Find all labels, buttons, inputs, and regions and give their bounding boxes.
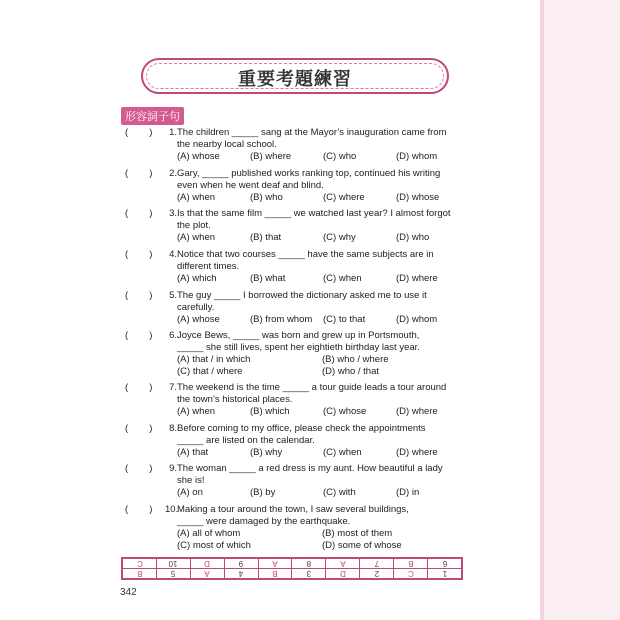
answer-key-number: 7	[360, 559, 394, 569]
answer-key-letter: A	[326, 559, 360, 569]
question-line: _____ were damaged by the earthquake.	[177, 516, 351, 527]
answer-key-letter: A	[190, 569, 224, 579]
question-line: carefully.	[177, 302, 215, 313]
option-a[interactable]: (A) whose	[177, 151, 220, 162]
answer-key-number: 5	[156, 569, 190, 579]
option-a[interactable]: (A) that	[177, 447, 209, 458]
option-b[interactable]: (B) that	[250, 232, 282, 243]
answer-key-number: 1	[428, 569, 462, 579]
option-c[interactable]: (C) to that	[323, 314, 366, 325]
option-b[interactable]: (B) what	[250, 273, 286, 284]
option-c[interactable]: (C) when	[323, 447, 362, 458]
question-line: the town’s historical places.	[177, 394, 293, 405]
question-number: 6.	[169, 330, 177, 341]
option-a[interactable]: (A) when	[177, 232, 216, 243]
answer-blank[interactable]: ( )	[125, 463, 153, 474]
option-a[interactable]: (A) all of whom	[177, 528, 241, 539]
page-number: 342	[120, 587, 137, 598]
option-d[interactable]: (D) whom	[396, 151, 438, 162]
question-line: _____ are listed on the calendar.	[177, 435, 315, 446]
option-c[interactable]: (C) with	[323, 487, 356, 498]
question-line: the nearby local school.	[177, 139, 277, 150]
question-number: 5.	[169, 290, 177, 301]
answer-key-letter: B	[123, 569, 157, 579]
question-line: the plot.	[177, 220, 211, 231]
question-text	[177, 382, 477, 406]
answer-key-letter: A	[258, 559, 292, 569]
question-number: 10.	[165, 504, 179, 515]
question-line: Before coming to my office, please check the appointments	[177, 423, 426, 434]
question-text	[177, 168, 477, 192]
option-a[interactable]: (A) when	[177, 406, 216, 417]
answer-key-table	[121, 557, 463, 580]
option-b[interactable]: (B) most of them	[322, 528, 393, 539]
question-line: The guy _____ I borrowed the dictionary asked me to use it	[177, 290, 427, 301]
option-b[interactable]: (B) why	[250, 447, 283, 458]
question-text	[177, 423, 477, 447]
option-d[interactable]: (D) some of whose	[322, 540, 402, 551]
question-line: Making a tour around the town, I saw several buildings,	[177, 504, 409, 515]
option-d[interactable]: (D) where	[396, 447, 438, 458]
option-c[interactable]: (C) most of which	[177, 540, 251, 551]
question-number: 4.	[169, 249, 177, 260]
answer-key-number: 2	[360, 569, 394, 579]
question-line: Joyce Bews, _____ was born and grew up in Portsmouth,	[177, 330, 420, 341]
option-b[interactable]: (B) from whom	[250, 314, 313, 325]
answer-blank[interactable]: ( )	[125, 330, 153, 341]
question-line: _____ she still lives, spent her eightieth birthday last year.	[177, 342, 420, 353]
question-text	[177, 290, 477, 314]
option-b[interactable]: (B) who	[250, 192, 283, 203]
title-banner	[141, 58, 449, 94]
question-number: 9.	[169, 463, 177, 474]
question-line: Gary, _____ published works ranking top, continued his writing	[177, 168, 441, 179]
option-b[interactable]: (B) where	[250, 151, 292, 162]
answer-blank[interactable]: ( )	[125, 208, 153, 219]
answer-blank[interactable]: ( )	[125, 249, 153, 260]
answer-blank[interactable]: ( )	[125, 382, 153, 393]
answer-key-number: 8	[292, 559, 326, 569]
option-c[interactable]: (C) who	[323, 151, 357, 162]
option-a[interactable]: (A) when	[177, 192, 216, 203]
answer-blank[interactable]: ( )	[125, 168, 153, 179]
question-line: The weekend is the time _____ a tour guide leads a tour around	[177, 382, 447, 393]
option-c[interactable]: (C) why	[323, 232, 356, 243]
option-d[interactable]: (D) where	[396, 273, 438, 284]
page-edge-strip	[540, 0, 620, 620]
answer-key-number: 6	[428, 559, 462, 569]
answer-blank[interactable]: ( )	[125, 127, 153, 138]
question-line: she is!	[177, 475, 205, 486]
answer-key-number: 3	[292, 569, 326, 579]
option-d[interactable]: (D) who / that	[322, 366, 380, 377]
answer-key-number: 10	[156, 559, 190, 569]
option-a[interactable]: (A) on	[177, 487, 203, 498]
answer-key-letter: C	[394, 569, 428, 579]
option-d[interactable]: (D) who	[396, 232, 430, 243]
question-line: Is that the same film _____ we watched last year? I almost forgot	[177, 208, 451, 219]
option-d[interactable]: (D) where	[396, 406, 438, 417]
option-b[interactable]: (B) which	[250, 406, 290, 417]
section-label: 形容詞子句	[121, 107, 184, 125]
option-a[interactable]: (A) that / in which	[177, 354, 251, 365]
answer-blank[interactable]: ( )	[125, 290, 153, 301]
option-c[interactable]: (C) that / where	[177, 366, 243, 377]
option-b[interactable]: (B) by	[250, 487, 276, 498]
question-text	[177, 127, 477, 151]
option-a[interactable]: (A) which	[177, 273, 217, 284]
question-number: 2.	[169, 168, 177, 179]
answer-key-letter: C	[123, 559, 157, 569]
option-a[interactable]: (A) whose	[177, 314, 220, 325]
question-number: 7.	[169, 382, 177, 393]
question-line: even when he went deaf and blind.	[177, 180, 324, 191]
question-text	[177, 463, 477, 487]
option-c[interactable]: (C) whose	[323, 406, 367, 417]
option-c[interactable]: (C) when	[323, 273, 362, 284]
page-title: 重要考題練習	[238, 69, 352, 90]
option-d[interactable]: (D) in	[396, 487, 420, 498]
answer-key-number: 9	[224, 559, 258, 569]
option-d[interactable]: (D) whose	[396, 192, 440, 203]
question-text	[177, 330, 477, 354]
question-line: The children _____ sang at the Mayor’s inauguration came from	[177, 127, 447, 138]
question-text	[177, 504, 477, 528]
question-line: The woman _____ a red dress is my aunt. How beautiful a lady	[177, 463, 443, 474]
answer-key-number: 4	[224, 569, 258, 579]
answer-key-letter: D	[190, 559, 224, 569]
question-number: 1.	[169, 127, 177, 138]
question-number: 3.	[169, 208, 177, 219]
option-b[interactable]: (B) who / where	[322, 354, 389, 365]
question-line: different times.	[177, 261, 240, 272]
answer-key-letter: B	[394, 559, 428, 569]
answer-key-letter: D	[326, 569, 360, 579]
question-text	[177, 249, 477, 273]
option-d[interactable]: (D) whom	[396, 314, 438, 325]
question-line: Notice that two courses _____ have the same subjects are in	[177, 249, 434, 260]
option-c[interactable]: (C) where	[323, 192, 365, 203]
question-text	[177, 208, 477, 232]
answer-key-letter: B	[258, 569, 292, 579]
answer-blank[interactable]: ( )	[125, 423, 153, 434]
answer-blank[interactable]: ( )	[125, 504, 153, 515]
question-number: 8.	[169, 423, 177, 434]
